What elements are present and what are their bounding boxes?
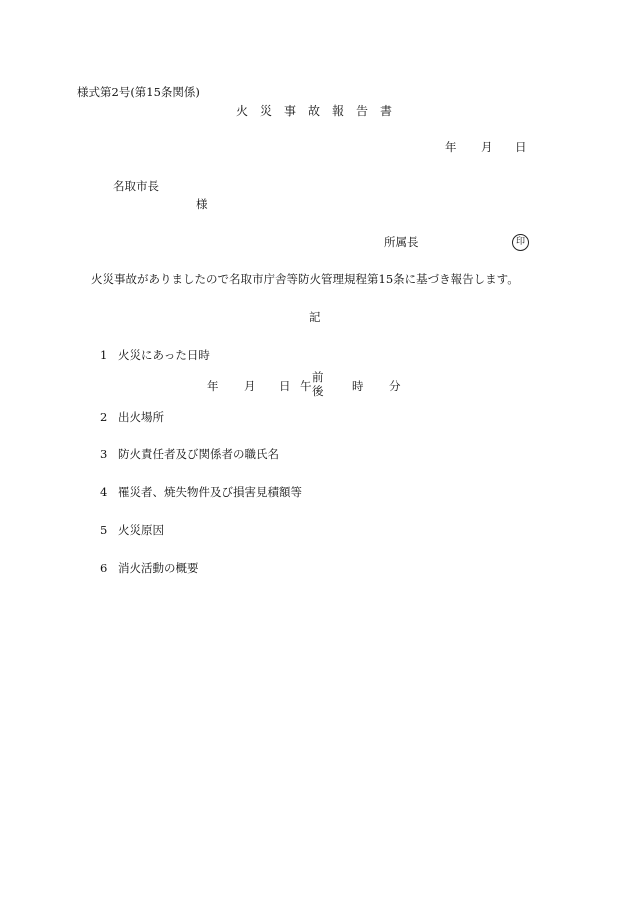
item-label: 火災原因 [118, 523, 164, 537]
datetime-year: 年 [207, 379, 219, 393]
addressee-name: 名取市長 [113, 179, 159, 193]
ampm-stack [312, 371, 324, 399]
datetime-hour: 時 [352, 379, 364, 393]
item-number: 1 [100, 348, 108, 362]
item-label: 火災にあった日時 [118, 348, 210, 362]
sender-label: 所属長 [384, 235, 419, 249]
item-label: 防火責任者及び関係者の職氏名 [118, 447, 279, 461]
document-title: 火 災 事 故 報 告 書 [236, 104, 393, 118]
ki-heading: 記 [309, 310, 321, 324]
addressee-honorific: 様 [196, 197, 208, 211]
date-day: 日 [515, 140, 527, 154]
item-number: 3 [100, 447, 108, 461]
seal-icon: 印 [512, 234, 529, 251]
ampm-bottom: 後 [312, 383, 324, 398]
item-label: 消火活動の概要 [118, 561, 199, 575]
item-number: 2 [100, 410, 108, 424]
datetime-day: 日 [279, 379, 291, 393]
datetime-minute: 分 [389, 379, 401, 393]
item-label: 出火場所 [118, 410, 164, 424]
intro-text: 火災事故がありましたので名取市庁舎等防火管理規程第15条に基づき報告します。 [91, 272, 519, 286]
datetime-month: 月 [244, 379, 256, 393]
ampm-top: 前 [312, 370, 324, 384]
item-number: 5 [100, 523, 108, 537]
date-month: 月 [481, 140, 493, 154]
item-label: 罹災者、焼失物件及び損害見積額等 [118, 485, 302, 499]
item-number: 6 [100, 561, 108, 575]
item-number: 4 [100, 485, 108, 499]
datetime-pm-char: 午 [300, 379, 312, 393]
form-label: 様式第2号(第15条関係) [77, 85, 200, 99]
date-year: 年 [445, 140, 457, 154]
